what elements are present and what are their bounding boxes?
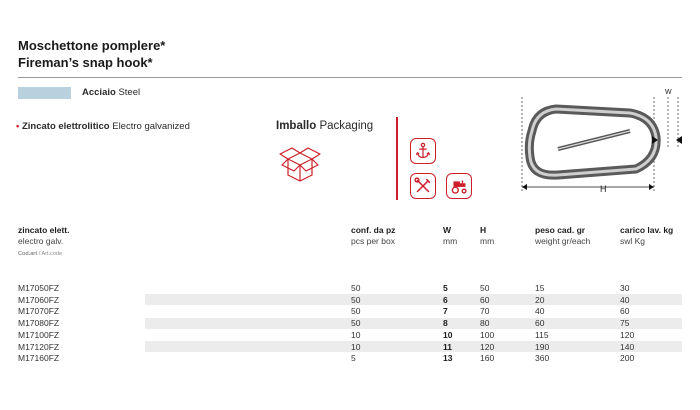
header-load-it: carico lav. kg	[620, 225, 674, 235]
table-cell-w: 11	[443, 341, 452, 352]
packaging-title	[276, 120, 373, 132]
table-row-stripe	[145, 341, 682, 352]
tools-icon	[410, 173, 436, 199]
table-cell-w: 10	[443, 329, 453, 340]
table-cell-code: M17050FZ	[18, 283, 60, 293]
table-cell-conf: 10	[351, 329, 361, 340]
table-cell-load: 200	[620, 353, 635, 364]
table-cell-conf: 50	[351, 318, 361, 329]
box-icon	[274, 143, 326, 187]
header-finish-en: electro galv.	[18, 236, 64, 246]
w-dimension-label: W	[665, 89, 672, 96]
header-conf-en: pcs per box	[351, 236, 395, 246]
table-cell-load: 40	[620, 294, 630, 305]
header-w: W	[443, 225, 452, 235]
table-cell-h: 120	[480, 341, 495, 352]
table-cell-conf: 50	[351, 306, 361, 317]
packaging-it: Imballo	[276, 120, 317, 132]
anchor-icon	[410, 138, 436, 164]
header-h-unit: mm	[480, 236, 495, 246]
header-code-sep: /	[38, 251, 41, 257]
table-cell-weight: 20	[535, 294, 545, 305]
table-cell-code: M17080FZ	[18, 318, 60, 329]
finish-it: Zincato elettrolitico	[21, 121, 110, 132]
table-cell-load: 75	[620, 318, 630, 329]
h-dimension-label: H	[600, 184, 607, 194]
table-cell-code: M17100FZ	[18, 329, 60, 340]
table-cell-w: 6	[443, 294, 448, 305]
table-cell-conf: 10	[351, 341, 361, 352]
table-cell-h: 70	[480, 306, 490, 317]
material-en: Steel	[118, 87, 141, 98]
header-h: H	[480, 225, 487, 235]
table-cell-weight: 190	[535, 341, 550, 352]
material-label	[82, 87, 140, 98]
packaging-divider	[396, 117, 398, 200]
table-cell-h: 100	[480, 329, 495, 340]
table-cell-w: 7	[443, 306, 448, 317]
header-load-en: swl Kg	[620, 236, 646, 246]
table-cell-w: 8	[443, 318, 448, 329]
table-cell-conf: 50	[351, 294, 361, 305]
finish-label	[16, 121, 190, 132]
table-cell-code: M17120FZ	[18, 341, 60, 352]
table-cell-weight: 360	[535, 353, 550, 364]
table-cell-load: 30	[620, 283, 630, 293]
material-color-swatch	[18, 87, 71, 99]
table-cell-h: 160	[480, 353, 495, 364]
header-conf-it: conf. da pz	[351, 225, 396, 235]
header-weight-it: peso cad. gr	[535, 225, 586, 235]
header-finish-it: zincato elett.	[18, 225, 70, 235]
table-cell-h: 60	[480, 294, 490, 305]
header-code-it: Cod.art	[18, 251, 38, 257]
tractor-icon	[446, 173, 472, 199]
table-cell-conf: 50	[351, 283, 361, 293]
table-cell-weight: 115	[535, 329, 549, 340]
title-english: Fireman’s snap hook*	[18, 55, 153, 70]
header-code-en: Art.code	[41, 251, 63, 257]
table-cell-conf: 5	[351, 353, 356, 364]
table-cell-h: 50	[480, 283, 490, 293]
table-cell-weight: 60	[535, 318, 545, 329]
table-row-stripe	[145, 318, 682, 329]
table-cell-load: 60	[620, 306, 630, 317]
table-cell-code: M17160FZ	[18, 353, 60, 364]
header-w-unit: mm	[443, 236, 458, 246]
title-italian: Moschettone pomplere*	[18, 38, 166, 53]
title-divider	[18, 77, 682, 78]
header-code	[18, 249, 62, 260]
snap-hook-diagram	[518, 87, 683, 207]
material-it: Acciaio	[82, 87, 116, 98]
table-row-stripe	[145, 294, 682, 305]
table-cell-h: 80	[480, 318, 490, 329]
header-weight-en: weight gr/each	[535, 236, 591, 246]
table-cell-load: 140	[620, 341, 635, 352]
table-cell-load: 120	[620, 329, 635, 340]
table-cell-code: M17060FZ	[18, 294, 60, 305]
table-cell-w: 5	[443, 283, 448, 293]
packaging-en: Packaging	[319, 120, 374, 132]
table-cell-code: M17070FZ	[18, 306, 60, 317]
table-cell-weight: 15	[535, 283, 545, 293]
finish-bullet: •	[16, 121, 20, 132]
finish-en: Electro galvanized	[112, 121, 190, 132]
table-cell-weight: 40	[535, 306, 545, 317]
table-cell-w: 13	[443, 353, 453, 364]
